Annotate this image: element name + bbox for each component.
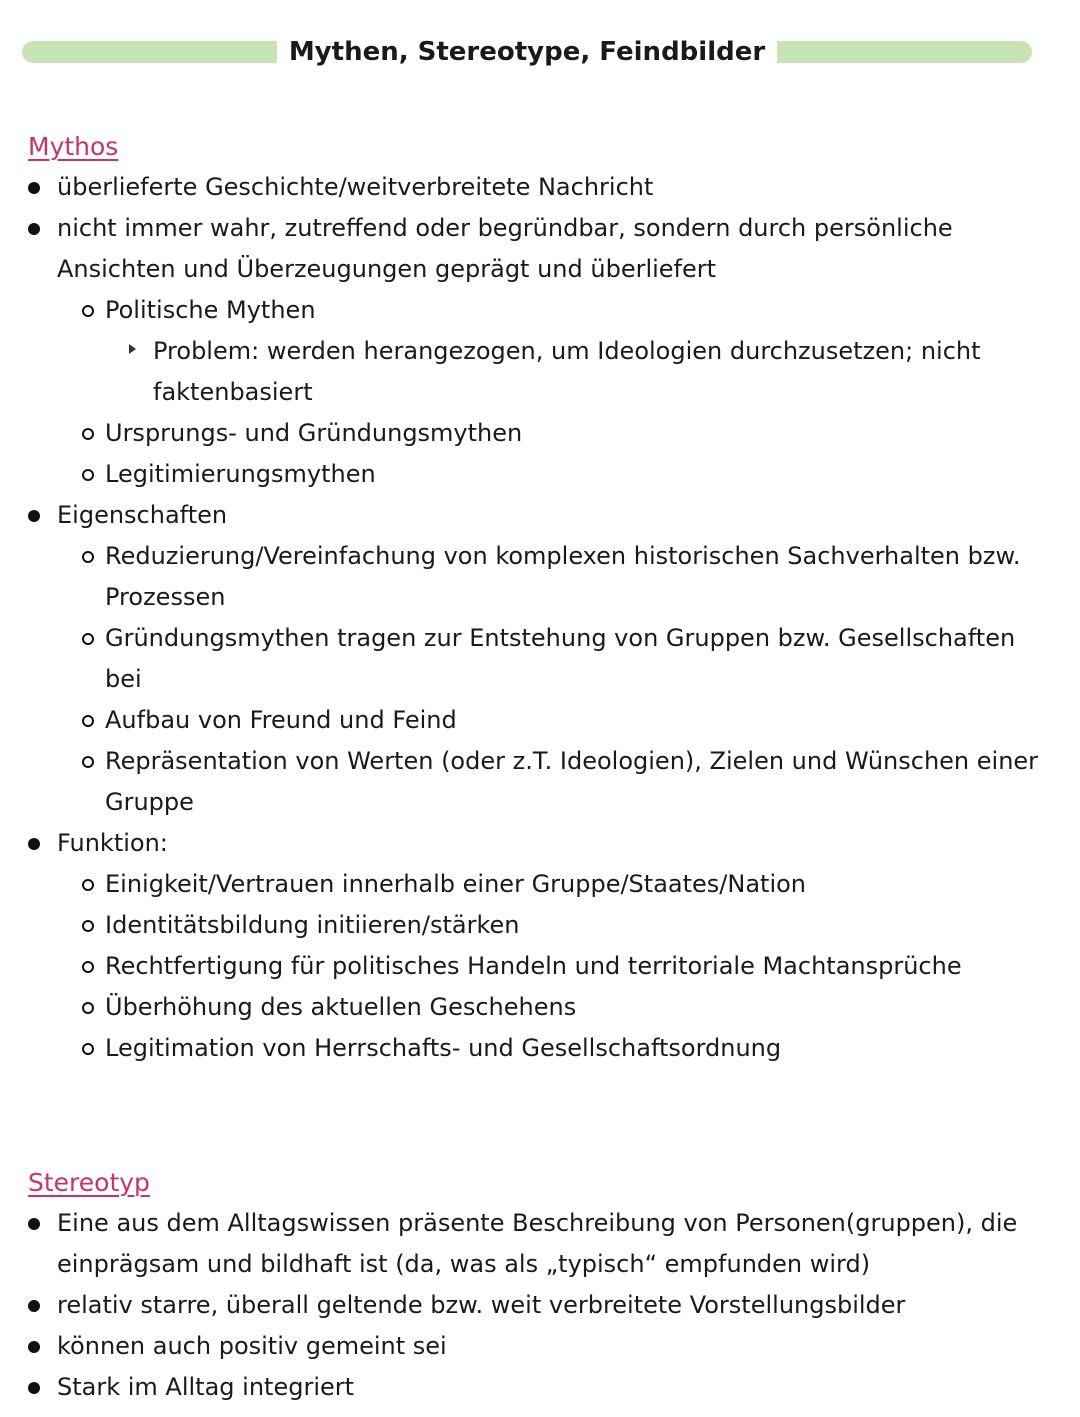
funktion-list — [80, 864, 1058, 1069]
bullet-circle-icon — [82, 633, 94, 645]
bullet-dot-icon — [28, 510, 40, 522]
list-item — [28, 1285, 1058, 1326]
list-item-text: relativ starre, überall geltende bzw. weit verbreitete Vorstellungsbilder — [57, 1291, 906, 1319]
bullet-dot-icon — [28, 838, 40, 850]
page-header — [22, 30, 1032, 74]
list-item — [80, 987, 1058, 1028]
notes-content — [28, 127, 1058, 1408]
bullet-dot-icon — [28, 1300, 40, 1312]
list-item — [80, 946, 1058, 987]
list-item-text: überlieferte Geschichte/weitverbreitete Nachricht — [57, 173, 654, 201]
list-item-text: Rechtfertigung für politisches Handeln und territoriale Machtansprüche — [105, 952, 962, 980]
list-item-text: Reduzierung/Vereinfachung von komplexen historischen Sachverhalten bzw. Prozessen — [105, 542, 1021, 611]
section-heading-stereotyp: Stereotyp — [28, 1168, 150, 1197]
stereotyp-list — [28, 1203, 1058, 1408]
bullet-circle-icon — [82, 469, 94, 481]
bullet-circle-icon — [82, 551, 94, 563]
list-item-text: Stark im Alltag integriert — [57, 1373, 355, 1401]
list-item-text: Eigenschaften — [57, 501, 228, 529]
list-item-text: Aufbau von Freund und Feind — [105, 706, 457, 734]
bullet-dot-icon — [28, 223, 40, 235]
list-item-text: können auch positiv gemeint sei — [57, 1332, 447, 1360]
list-item — [80, 1028, 1058, 1069]
list-item — [28, 823, 1058, 1069]
list-item-text: nicht immer wahr, zutreffend oder begründbar, sondern durch persönliche Ansichten und Überzeugungen geprägt und überliefert — [57, 214, 953, 283]
bullet-triangle-icon — [129, 344, 136, 354]
bullet-circle-icon — [82, 879, 94, 891]
section-spacer — [28, 1069, 1058, 1163]
bullet-dot-icon — [28, 1382, 40, 1394]
list-item — [28, 1367, 1058, 1408]
list-item-text: Eine aus dem Alltagswissen präsente Beschreibung von Personen(gruppen), die einprägsam und bildhaft ist (da, was als „typisch“ empfunden wird) — [57, 1209, 1018, 1278]
list-item-text: Funktion: — [57, 829, 168, 857]
list-item-text: Überhöhung des aktuellen Geschehens — [105, 993, 577, 1021]
list-item-text: Problem: werden herangezogen, um Ideologien durchzusetzen; nicht faktenbasiert — [153, 337, 981, 406]
list-item-text: Legitimation von Herrschafts- und Gesellschaftsordnung — [105, 1034, 782, 1062]
list-item-text: Politische Mythen — [105, 296, 316, 324]
bullet-circle-icon — [82, 305, 94, 317]
mythen-types-list — [80, 290, 1058, 495]
list-item-text: Repräsentation von Werten (oder z.T. Ideologien), Zielen und Wünschen einer Gruppe — [105, 747, 1039, 816]
mythos-list — [28, 167, 1058, 1069]
list-item — [28, 1326, 1058, 1367]
bullet-circle-icon — [82, 1002, 94, 1014]
politische-mythen-sublist — [129, 331, 1058, 413]
list-item — [28, 495, 1058, 823]
list-item — [80, 618, 1058, 700]
bullet-dot-icon — [28, 182, 40, 194]
list-item-text: Identitätsbildung initiieren/stärken — [105, 911, 520, 939]
list-item — [80, 700, 1058, 741]
bullet-circle-icon — [82, 756, 94, 768]
list-item — [28, 167, 1058, 208]
list-item — [80, 536, 1058, 618]
list-item — [80, 413, 1058, 454]
page-title-text: Mythen, Stereotype, Feindbilder — [277, 37, 777, 67]
list-item — [80, 290, 1058, 413]
list-item-text: Ursprungs- und Gründungsmythen — [105, 419, 523, 447]
list-item-text: Gründungsmythen tragen zur Entstehung von Gruppen bzw. Gesellschaften bei — [105, 624, 1016, 693]
bullet-dot-icon — [28, 1218, 40, 1230]
section-heading-mythos: Mythos — [28, 132, 119, 161]
bullet-circle-icon — [82, 715, 94, 727]
bullet-dot-icon — [28, 1341, 40, 1353]
bullet-circle-icon — [82, 428, 94, 440]
list-item — [28, 1203, 1058, 1285]
bullet-circle-icon — [82, 961, 94, 973]
list-item — [80, 454, 1058, 495]
list-item — [80, 905, 1058, 946]
list-item — [28, 208, 1058, 495]
page-title — [22, 34, 1032, 70]
list-item — [80, 864, 1058, 905]
eigenschaften-list — [80, 536, 1058, 823]
list-item-text: Legitimierungsmythen — [105, 460, 376, 488]
list-item — [129, 331, 1058, 413]
bullet-circle-icon — [82, 920, 94, 932]
bullet-circle-icon — [82, 1043, 94, 1055]
list-item-text: Einigkeit/Vertrauen innerhalb einer Gruppe/Staates/Nation — [105, 870, 807, 898]
list-item — [80, 741, 1058, 823]
